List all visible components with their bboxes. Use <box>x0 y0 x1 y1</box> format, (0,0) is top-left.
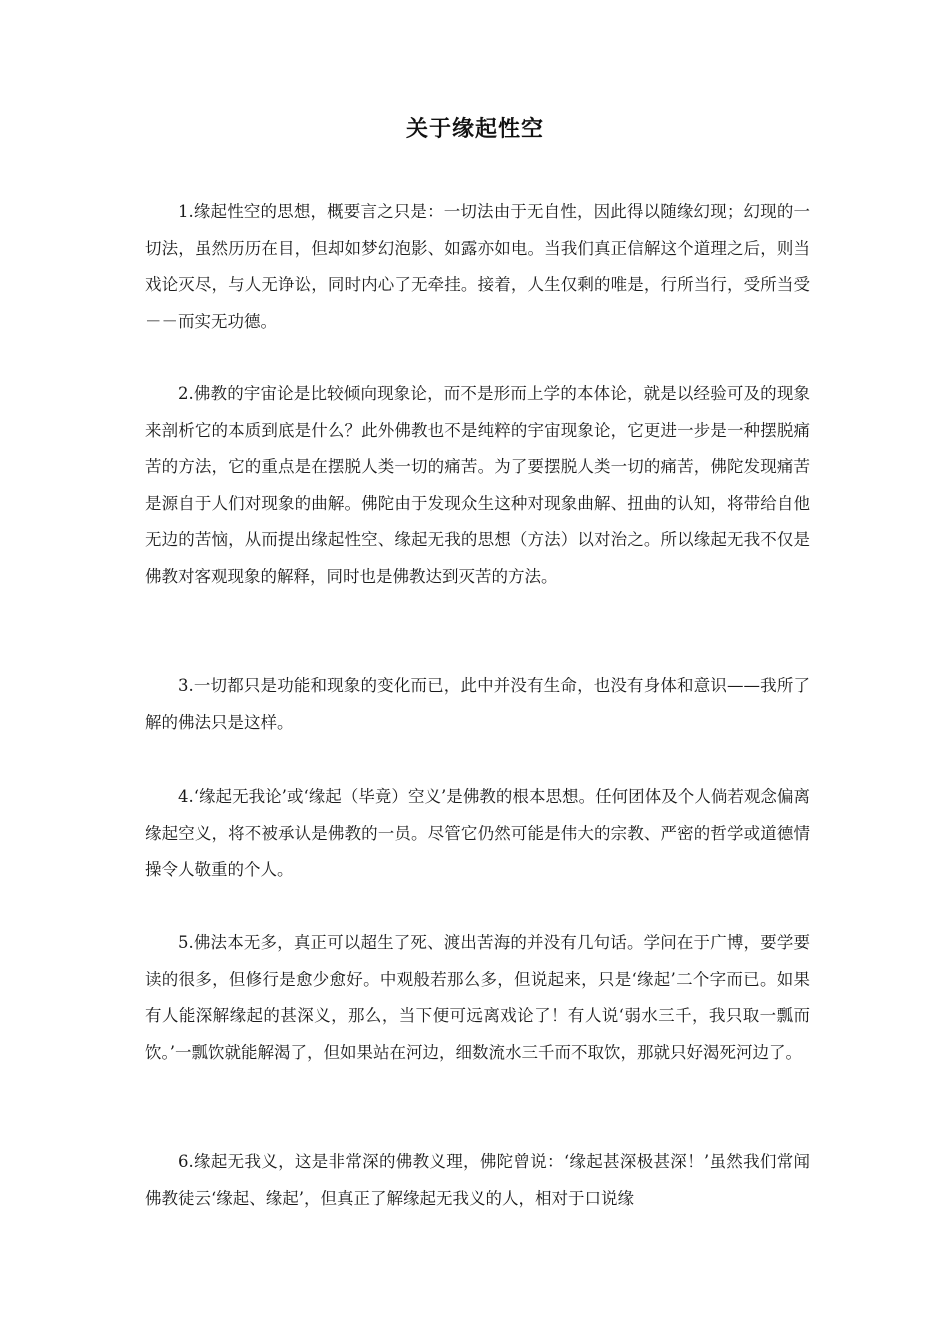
paragraph-5: 5.佛法本无多，真正可以超生了死、渡出苦海的并没有几句话。学问在于广博，要学要读的很多，但修行是愈少愈好。中观般若那么多，但说起来，只是‘缘起’二个字而已。如果有人能深解缘起的甚深义，那么，当下便可远离戏论了！有人说‘弱水三千，我只取一瓢而饮。’一瓢饮就能解渴了，但如果站在河边，细数流水三千而不取饮，那就只好渴死河边了。 <box>145 933 810 1062</box>
paragraph-3: 3.一切都只是功能和现象的变化而已，此中并没有生命，也没有身体和意识——我所了解的佛法只是这样。 <box>145 676 810 732</box>
paragraph-6: 6.缘起无我义，这是非常深的佛教义理，佛陀曾说：‘缘起甚深极甚深！’虽然我们常闻佛教徒云‘缘起、缘起’，但真正了解缘起无我义的人，相对于口说缘 <box>145 1152 810 1208</box>
paragraph-4: 4.‘缘起无我论’或‘缘起（毕竟）空义’是佛教的根本思想。任何团体及个人倘若观念偏离缘起空义，将不被承认是佛教的一员。尽管它仍然可能是伟大的宗教、严密的哲学或道德情操令人敬重的个人。 <box>145 787 810 879</box>
paragraph-2: 2.佛教的宇宙论是比较倾向现象论，而不是形而上学的本体论，就是以经验可及的现象来剖析它的本质到底是什么？此外佛教也不是纯粹的宇宙现象论，它更进一步是一种摆脱痛苦的方法，它的重点是在摆脱人类一切的痛苦。为了要摆脱人类一切的痛苦，佛陀发现痛苦是源自于人们对现象的曲解。佛陀由于发现众生这种对现象曲解、扭曲的认知，将带给自他无边的苦恼，从而提出缘起性空、缘起无我的思想（方法）以对治之。所以缘起无我不仅是佛教对客观现象的解释，同时也是佛教达到灭苦的方法。 <box>145 384 810 586</box>
paragraph-1: 1.缘起性空的思想，概要言之只是：一切法由于无自性，因此得以随缘幻现；幻现的一切法，虽然历历在目，但却如梦幻泡影、如露亦如电。当我们真正信解这个道理之后，则当戏论灭尽，与人无诤讼，同时内心了无牵挂。接着，人生仅剩的唯是，行所当行，受所当受－－而实无功德。 <box>145 202 810 331</box>
page-title: 关于缘起性空 <box>405 117 544 142</box>
